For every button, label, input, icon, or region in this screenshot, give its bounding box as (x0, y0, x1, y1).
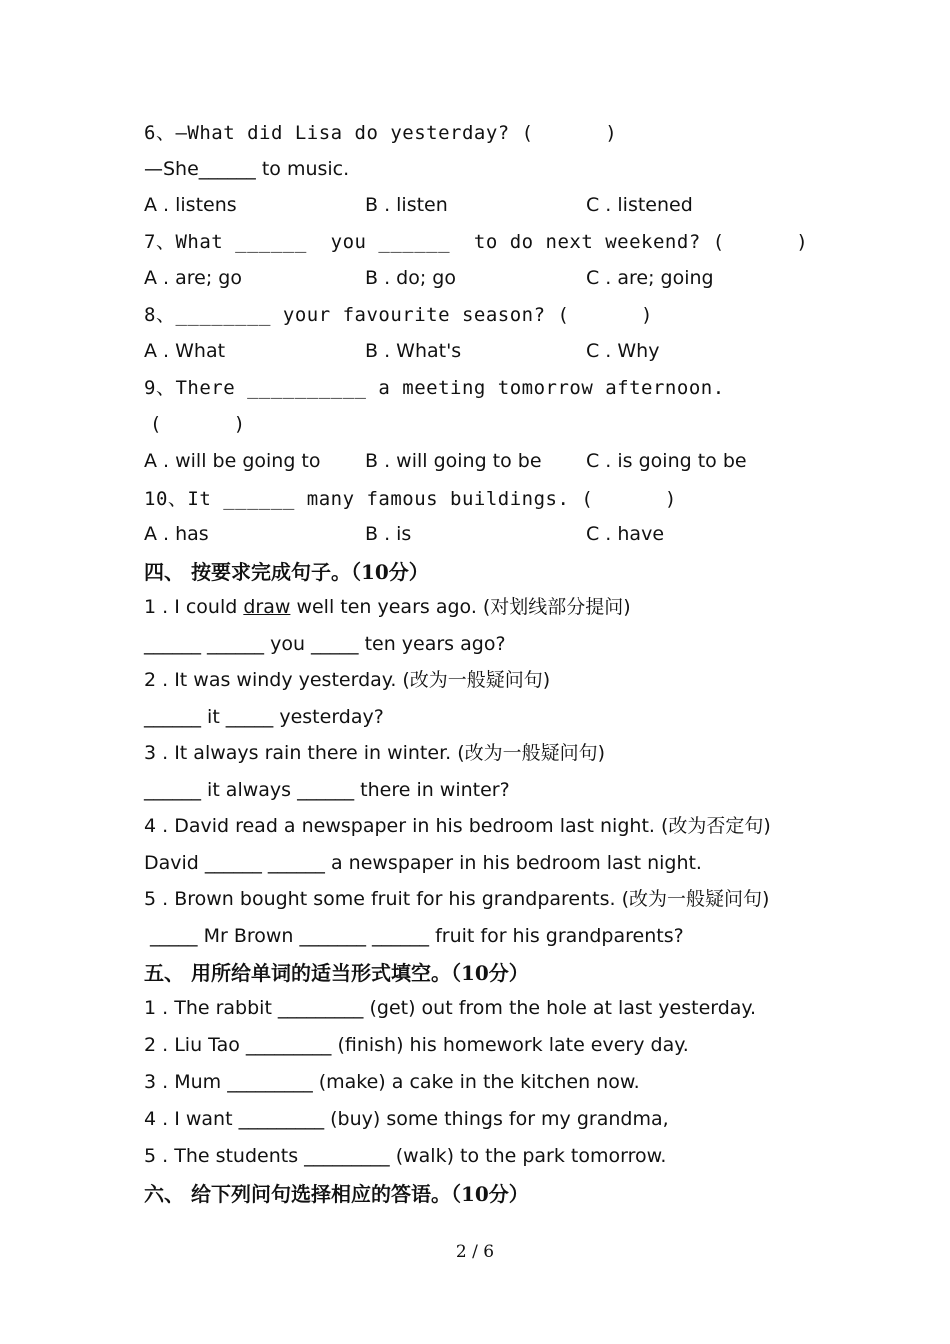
section-6-heading: 六、 给下列问句选择相应的答语。（10分） (144, 1182, 529, 1206)
section-4-heading: 四、 按要求完成句子。（10分） (144, 560, 429, 584)
option-a: A . will be going to (144, 450, 321, 472)
section-4-item-3: 3 . It always rain there in winter. (改为一般疑问句) (144, 742, 606, 764)
option-b: B . do; go (365, 267, 456, 289)
option-b: B . What's (365, 340, 462, 362)
question-7-prompt: 7、What ______ you ______ to do next weekend? ( ) (144, 231, 809, 253)
question-10-prompt: 10、It ______ many famous buildings. ( ) (144, 488, 677, 510)
section-5-heading: 五、 用所给单词的适当形式填空。（10分） (144, 961, 529, 985)
section-5-item-1: 1 . The rabbit _________ (get) out from the hole at last yesterday. (144, 997, 757, 1019)
option-c: C . Why (586, 340, 660, 362)
section-4-item-5: 5 . Brown bought some fruit for his grandparents. (改为一般疑问句) (144, 888, 770, 910)
question-6-prompt: 6、—What did Lisa do yesterday? ( ) (144, 122, 618, 144)
item-1-post: well ten years ago. (对划线部分提问) (290, 596, 631, 618)
option-c: C . listened (586, 194, 693, 216)
option-b: B . is (365, 523, 412, 545)
section-4-item-2-answer: ______ it _____ yesterday? (144, 706, 384, 728)
option-c: C . is going to be (586, 450, 747, 472)
question-9-prompt: 9、There __________ a meeting tomorrow afternoon. (144, 377, 725, 399)
option-c: C . are; going (586, 267, 714, 289)
section-4-item-3-answer: ______ it always ______ there in winter? (144, 779, 510, 801)
section-5-item-3: 3 . Mum _________ (make) a cake in the kitchen now. (144, 1071, 640, 1093)
section-5-item-5: 5 . The students _________ (walk) to the park tomorrow. (144, 1145, 667, 1167)
section-5-item-4: 4 . I want _________ (buy) some things for my grandma, (144, 1108, 669, 1130)
underlined-word: draw (243, 596, 291, 618)
question-9-paren: ( ) (150, 413, 246, 435)
option-c: C . have (586, 523, 665, 545)
item-1-pre: 1 . I could (144, 596, 244, 618)
section-4-item-1 (144, 595, 631, 619)
section-4-item-4: 4 . David read a newspaper in his bedroom last night. (改为否定句) (144, 815, 771, 837)
page-number: 2 / 6 (455, 1242, 495, 1262)
section-4-item-1-answer: ______ ______ you _____ ten years ago? (144, 633, 506, 655)
question-8-prompt: 8、________ your favourite season? ( ) (144, 304, 653, 326)
option-a: A . What (144, 340, 226, 362)
option-a: A . has (144, 523, 209, 545)
section-5-item-2: 2 . Liu Tao _________ (finish) his homework late every day. (144, 1034, 689, 1056)
option-b: B . listen (365, 194, 448, 216)
option-b: B . will going to be (365, 450, 542, 472)
section-4-item-2: 2 . It was windy yesterday. (改为一般疑问句) (144, 669, 551, 691)
option-a: A . are; go (144, 267, 242, 289)
section-4-item-4-answer: David ______ ______ a newspaper in his bedroom last night. (144, 852, 702, 874)
section-4-item-5-answer: _____ Mr Brown _______ ______ fruit for his grandparents? (144, 925, 684, 947)
question-6-answer-line: —She______ to music. (144, 158, 350, 180)
option-a: A . listens (144, 194, 237, 216)
